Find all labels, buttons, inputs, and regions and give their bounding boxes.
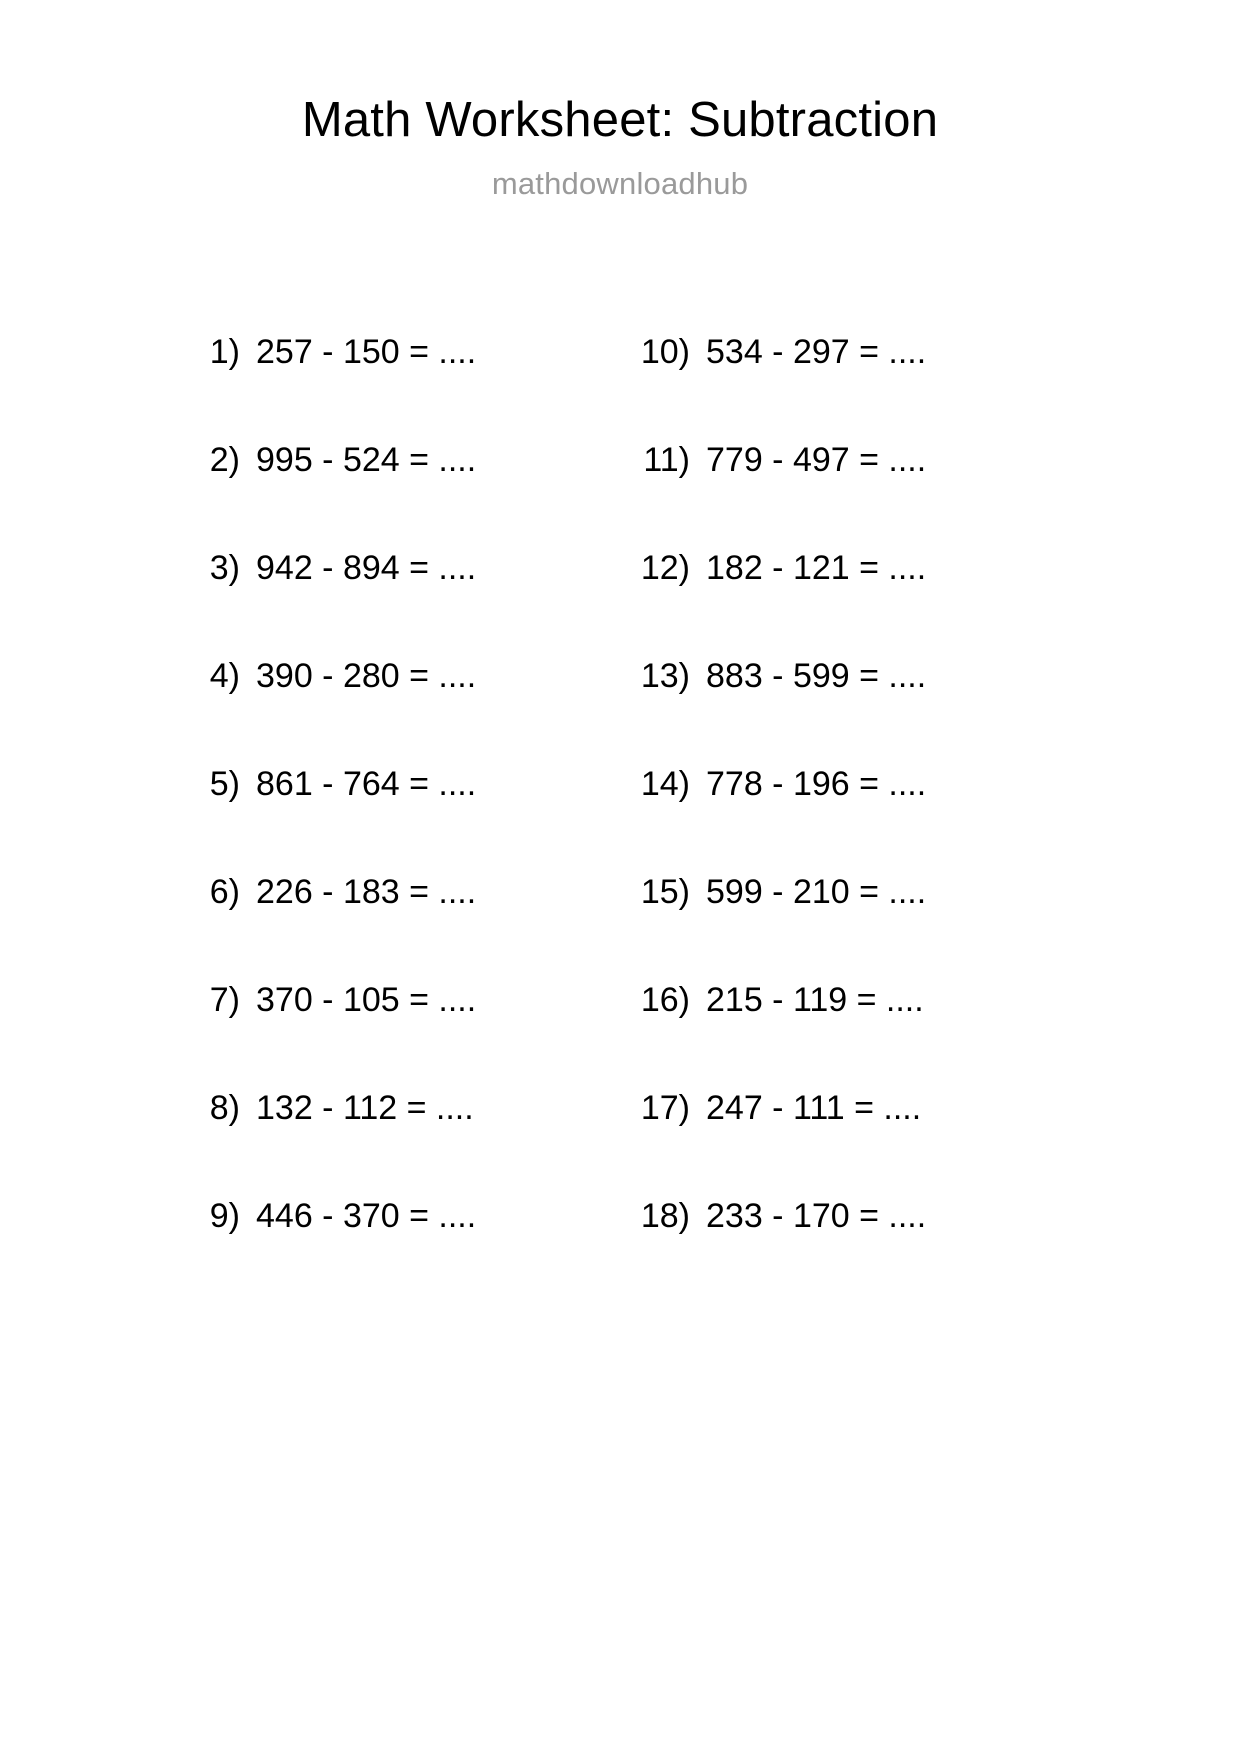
problem-expression: 942 - 894 = .... bbox=[256, 548, 477, 587]
problem-item bbox=[620, 622, 1040, 730]
problem-item bbox=[170, 730, 620, 838]
problem-number: 14) bbox=[640, 764, 690, 803]
problem-expression: 132 - 112 = .... bbox=[256, 1088, 474, 1127]
problem-expression: 370 - 105 = .... bbox=[256, 980, 477, 1019]
problem-item bbox=[620, 1162, 1040, 1270]
problem-number: 4) bbox=[209, 656, 240, 695]
problem-item bbox=[620, 1054, 1040, 1162]
problem-column-left bbox=[170, 298, 620, 1270]
problem-number: 13) bbox=[640, 656, 690, 695]
problem-number: 9) bbox=[209, 1196, 240, 1235]
problem-item bbox=[170, 622, 620, 730]
problem-expression: 215 - 119 = .... bbox=[706, 980, 924, 1019]
problem-expression: 390 - 280 = .... bbox=[256, 656, 477, 695]
page-subtitle: mathdownloadhub bbox=[491, 166, 749, 201]
problem-item bbox=[620, 298, 1040, 406]
problem-number: 15) bbox=[640, 872, 690, 911]
problem-item bbox=[620, 514, 1040, 622]
problem-expression: 182 - 121 = .... bbox=[706, 548, 927, 587]
problem-item bbox=[620, 946, 1040, 1054]
problem-item bbox=[620, 406, 1040, 514]
problem-item bbox=[620, 838, 1040, 946]
problem-item bbox=[170, 1054, 620, 1162]
problem-expression: 778 - 196 = .... bbox=[706, 764, 927, 803]
problem-expression: 995 - 524 = .... bbox=[256, 440, 477, 479]
problem-expression: 446 - 370 = .... bbox=[256, 1196, 477, 1235]
problem-list bbox=[0, 298, 1240, 1270]
problem-column-right bbox=[620, 298, 1040, 1270]
problem-number: 8) bbox=[209, 1088, 240, 1127]
problem-item bbox=[170, 838, 620, 946]
problem-expression: 883 - 599 = .... bbox=[706, 656, 927, 695]
problem-item bbox=[170, 406, 620, 514]
problem-number: 17) bbox=[640, 1088, 690, 1127]
problem-expression: 226 - 183 = .... bbox=[256, 872, 477, 911]
problem-item bbox=[620, 730, 1040, 838]
problem-item bbox=[170, 514, 620, 622]
page-title: Math Worksheet: Subtraction bbox=[301, 93, 939, 147]
problem-number: 6) bbox=[209, 872, 240, 911]
problem-expression: 599 - 210 = .... bbox=[706, 872, 927, 911]
problem-number: 11) bbox=[643, 440, 690, 479]
problem-item bbox=[170, 946, 620, 1054]
problem-number: 18) bbox=[640, 1196, 690, 1235]
problem-number: 10) bbox=[640, 332, 690, 371]
problem-expression: 247 - 111 = .... bbox=[706, 1088, 922, 1127]
problem-number: 1) bbox=[209, 332, 240, 371]
problem-expression: 233 - 170 = .... bbox=[706, 1196, 927, 1235]
problem-number: 3) bbox=[209, 548, 240, 587]
problem-expression: 779 - 497 = .... bbox=[706, 440, 927, 479]
problem-number: 7) bbox=[209, 980, 240, 1019]
problem-number: 5) bbox=[209, 764, 240, 803]
problem-expression: 534 - 297 = .... bbox=[706, 332, 927, 371]
problem-number: 12) bbox=[640, 548, 690, 587]
problem-expression: 257 - 150 = .... bbox=[256, 332, 477, 371]
problem-number: 2) bbox=[209, 440, 240, 479]
problem-item bbox=[170, 298, 620, 406]
problem-number: 16) bbox=[640, 980, 690, 1019]
problem-item bbox=[170, 1162, 620, 1270]
problem-expression: 861 - 764 = .... bbox=[256, 764, 477, 803]
